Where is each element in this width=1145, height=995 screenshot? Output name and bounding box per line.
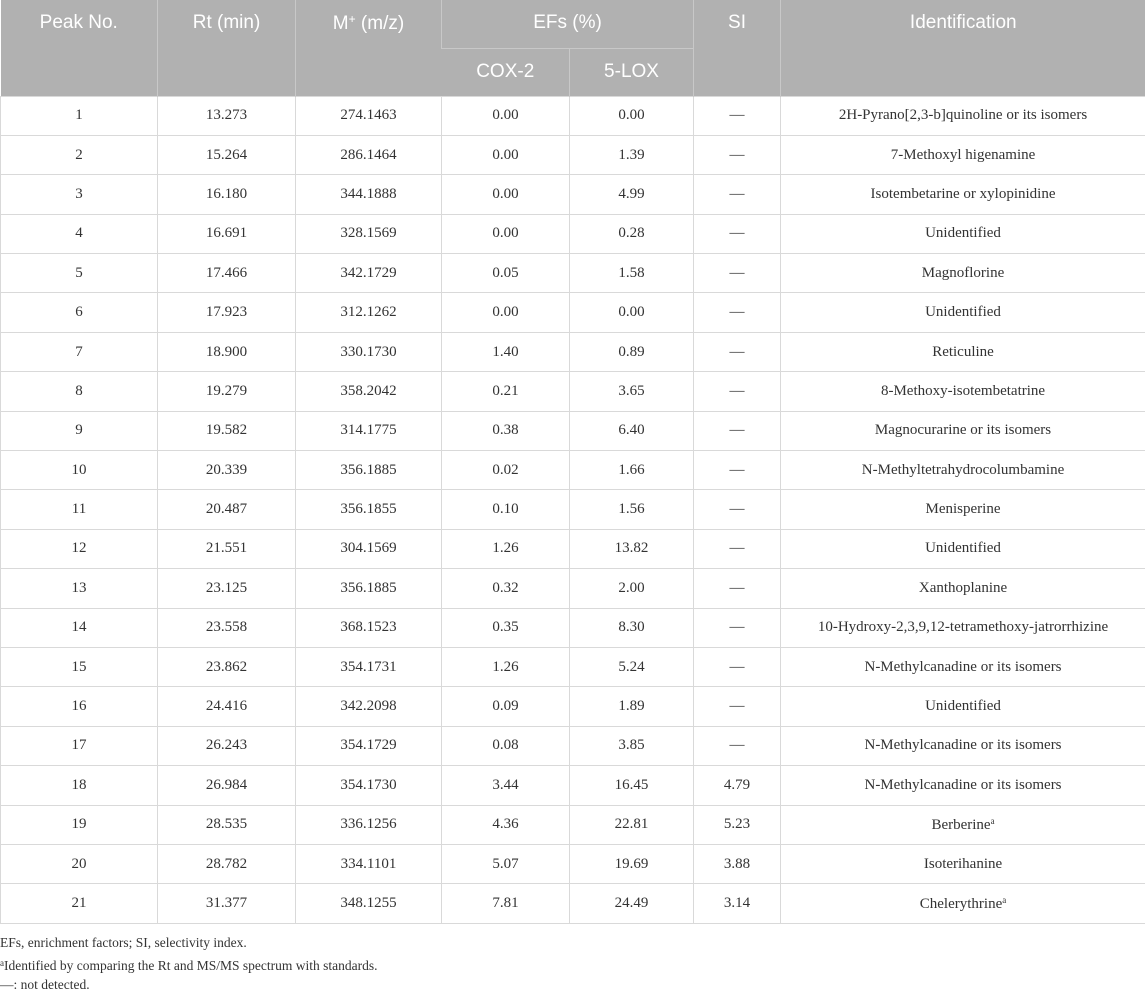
cell-si: — (694, 608, 781, 647)
footnote-a-text: Identified by comparing the Rt and MS/MS spectrum with standards. (4, 958, 377, 973)
cell-rt: 23.125 (158, 569, 296, 608)
cell-cox2: 1.40 (442, 332, 570, 371)
cell-si: — (694, 175, 781, 214)
cell-identification (781, 254, 1145, 293)
cell-5lox: 6.40 (570, 411, 694, 450)
cell-peak-no: 16 (1, 687, 158, 726)
cell-cox2: 0.10 (442, 490, 570, 529)
cell-5lox: 16.45 (570, 766, 694, 805)
cell-cox2: 7.81 (442, 884, 570, 923)
table-row (1, 135, 1145, 174)
cell-peak-no: 1 (1, 96, 158, 135)
cell-5lox: 5.24 (570, 647, 694, 686)
cell-5lox: 19.69 (570, 844, 694, 883)
cell-identification (781, 332, 1145, 371)
cell-cox2: 0.05 (442, 254, 570, 293)
cell-rt: 21.551 (158, 529, 296, 568)
cell-cox2: 4.36 (442, 805, 570, 844)
cell-cox2: 0.32 (442, 569, 570, 608)
cell-peak-no: 8 (1, 372, 158, 411)
table-row (1, 372, 1145, 411)
cell-si: — (694, 332, 781, 371)
cell-rt: 24.416 (158, 687, 296, 726)
cell-peak-no: 5 (1, 254, 158, 293)
cell-identification (781, 490, 1145, 529)
cell-identification (781, 529, 1145, 568)
identification-text: Xanthoplanine (919, 580, 1007, 596)
cell-peak-no: 7 (1, 332, 158, 371)
cell-si: — (694, 254, 781, 293)
cell-5lox: 2.00 (570, 569, 694, 608)
table-row (1, 647, 1145, 686)
cell-mz: 354.1729 (296, 726, 442, 765)
identification-text: Isoterihanine (924, 856, 1002, 872)
identification-text: N-Methylcanadine or its isomers (864, 659, 1061, 675)
cell-rt: 19.582 (158, 411, 296, 450)
table-body (1, 96, 1145, 923)
footnote-not-detected: —: not detected. (0, 974, 1145, 995)
header-peak-no: Peak No. (1, 0, 158, 96)
cell-si: — (694, 293, 781, 332)
cell-5lox: 0.00 (570, 293, 694, 332)
cell-rt: 18.900 (158, 332, 296, 371)
cell-si: — (694, 687, 781, 726)
identification-text: Chelerythrine (920, 896, 1002, 912)
cell-peak-no: 10 (1, 451, 158, 490)
cell-cox2: 1.26 (442, 529, 570, 568)
table-row (1, 529, 1145, 568)
cell-peak-no: 18 (1, 766, 158, 805)
cell-mz: 334.1101 (296, 844, 442, 883)
cell-peak-no: 14 (1, 608, 158, 647)
identification-text: 2H-Pyrano[2,3-b]quinoline or its isomers (839, 107, 1087, 123)
cell-rt: 13.273 (158, 96, 296, 135)
cell-identification (781, 411, 1145, 450)
identification-text: N-Methylcanadine or its isomers (864, 777, 1061, 793)
cell-mz: 354.1731 (296, 647, 442, 686)
cell-identification (781, 844, 1145, 883)
cell-si: — (694, 451, 781, 490)
cell-identification (781, 687, 1145, 726)
cell-mz: 342.1729 (296, 254, 442, 293)
table-row (1, 805, 1145, 844)
table-row (1, 569, 1145, 608)
cell-identification (781, 726, 1145, 765)
cell-mz: 328.1569 (296, 214, 442, 253)
cell-rt: 17.466 (158, 254, 296, 293)
cell-si: 3.88 (694, 844, 781, 883)
identification-text: Unidentified (925, 304, 1001, 320)
cell-cox2: 0.00 (442, 96, 570, 135)
cell-5lox: 1.39 (570, 135, 694, 174)
cell-peak-no: 20 (1, 844, 158, 883)
cell-peak-no: 19 (1, 805, 158, 844)
header-5lox: 5-LOX (570, 48, 694, 96)
cell-cox2: 0.21 (442, 372, 570, 411)
cell-identification (781, 569, 1145, 608)
cell-5lox: 1.58 (570, 254, 694, 293)
identification-footnote-mark: a (1002, 895, 1006, 905)
table-row (1, 332, 1145, 371)
cell-cox2: 3.44 (442, 766, 570, 805)
cell-rt: 16.691 (158, 214, 296, 253)
table-row (1, 214, 1145, 253)
cell-identification (781, 293, 1145, 332)
cell-rt: 17.923 (158, 293, 296, 332)
cell-cox2: 0.02 (442, 451, 570, 490)
cell-rt: 23.862 (158, 647, 296, 686)
cell-identification (781, 451, 1145, 490)
cell-cox2: 0.38 (442, 411, 570, 450)
cell-peak-no: 3 (1, 175, 158, 214)
table-row (1, 411, 1145, 450)
cell-si: — (694, 490, 781, 529)
cell-cox2: 0.08 (442, 726, 570, 765)
cell-identification (781, 805, 1145, 844)
cell-mz: 356.1885 (296, 451, 442, 490)
cell-5lox: 0.28 (570, 214, 694, 253)
cell-mz: 304.1569 (296, 529, 442, 568)
cell-identification (781, 135, 1145, 174)
identification-text: Berberine (931, 817, 990, 833)
identification-text: Unidentified (925, 225, 1001, 241)
cell-mz: 358.2042 (296, 372, 442, 411)
cell-cox2: 0.00 (442, 293, 570, 332)
cell-si: — (694, 529, 781, 568)
header-mz (296, 0, 442, 96)
cell-si: 3.14 (694, 884, 781, 923)
table-row (1, 96, 1145, 135)
identification-text: Reticuline (932, 344, 994, 360)
cell-si: — (694, 647, 781, 686)
table-header (1, 0, 1145, 96)
cell-mz: 336.1256 (296, 805, 442, 844)
cell-mz: 356.1855 (296, 490, 442, 529)
cell-rt: 19.279 (158, 372, 296, 411)
identification-text: 10-Hydroxy-2,3,9,12-tetramethoxy-jatrorrhizine (818, 619, 1108, 635)
footnote-abbreviations: EFs, enrichment factors; SI, selectivity index. (0, 932, 1145, 953)
cell-identification (781, 214, 1145, 253)
cell-si: 4.79 (694, 766, 781, 805)
cell-mz: 274.1463 (296, 96, 442, 135)
cell-identification (781, 884, 1145, 923)
cell-5lox: 1.89 (570, 687, 694, 726)
cell-5lox: 13.82 (570, 529, 694, 568)
cell-identification (781, 608, 1145, 647)
cell-mz: 368.1523 (296, 608, 442, 647)
cell-5lox: 1.56 (570, 490, 694, 529)
cell-5lox: 8.30 (570, 608, 694, 647)
cell-cox2: 0.00 (442, 175, 570, 214)
cell-si: — (694, 411, 781, 450)
cell-peak-no: 12 (1, 529, 158, 568)
cell-rt: 26.984 (158, 766, 296, 805)
footnote-a (0, 953, 1145, 974)
cell-rt: 26.243 (158, 726, 296, 765)
header-mz-suffix: (m/z) (356, 13, 405, 34)
table-row (1, 608, 1145, 647)
identification-footnote-mark: a (991, 816, 995, 826)
cell-identification (781, 647, 1145, 686)
cell-mz: 342.2098 (296, 687, 442, 726)
cell-mz: 312.1262 (296, 293, 442, 332)
cell-cox2: 0.35 (442, 608, 570, 647)
identification-text: Isotembetarine or xylopinidine (871, 186, 1056, 202)
cell-mz: 286.1464 (296, 135, 442, 174)
identification-text: 8-Methoxy-isotembetatrine (881, 383, 1045, 399)
cell-cox2: 0.00 (442, 214, 570, 253)
cell-identification (781, 372, 1145, 411)
cell-5lox: 22.81 (570, 805, 694, 844)
cell-identification (781, 766, 1145, 805)
cell-mz: 344.1888 (296, 175, 442, 214)
cell-si: — (694, 135, 781, 174)
cell-5lox: 3.65 (570, 372, 694, 411)
cell-peak-no: 17 (1, 726, 158, 765)
cell-si: 5.23 (694, 805, 781, 844)
table-row (1, 175, 1145, 214)
cell-rt: 31.377 (158, 884, 296, 923)
cell-cox2: 5.07 (442, 844, 570, 883)
cell-rt: 16.180 (158, 175, 296, 214)
cell-identification (781, 175, 1145, 214)
cell-peak-no: 15 (1, 647, 158, 686)
cell-peak-no: 4 (1, 214, 158, 253)
cell-mz: 356.1885 (296, 569, 442, 608)
cell-cox2: 0.00 (442, 135, 570, 174)
footnote-a-mark: a (0, 958, 4, 968)
cell-identification (781, 96, 1145, 135)
header-identification: Identification (781, 0, 1145, 96)
header-mz-prefix: M (333, 13, 349, 34)
cell-rt: 28.535 (158, 805, 296, 844)
cell-5lox: 4.99 (570, 175, 694, 214)
cell-5lox: 0.89 (570, 332, 694, 371)
header-si: SI (694, 0, 781, 96)
cell-si: — (694, 96, 781, 135)
table-row (1, 844, 1145, 883)
cell-mz: 354.1730 (296, 766, 442, 805)
cell-rt: 20.487 (158, 490, 296, 529)
table-row (1, 687, 1145, 726)
table-row (1, 254, 1145, 293)
identification-text: Unidentified (925, 540, 1001, 556)
table-footnotes (0, 932, 1145, 995)
cell-mz: 314.1775 (296, 411, 442, 450)
identification-text: 7-Methoxyl higenamine (891, 147, 1036, 163)
cell-rt: 15.264 (158, 135, 296, 174)
cell-mz: 348.1255 (296, 884, 442, 923)
table-row (1, 451, 1145, 490)
table-row (1, 490, 1145, 529)
cell-peak-no: 21 (1, 884, 158, 923)
header-mz-sup: + (349, 12, 356, 26)
table-row (1, 293, 1145, 332)
identification-text: N-Methylcanadine or its isomers (864, 737, 1061, 753)
identification-text: Magnoflorine (922, 265, 1004, 281)
cell-rt: 20.339 (158, 451, 296, 490)
cell-peak-no: 6 (1, 293, 158, 332)
identification-text: Menisperine (926, 501, 1001, 517)
cell-mz: 330.1730 (296, 332, 442, 371)
identification-text: N-Methyltetrahydrocolumbamine (862, 462, 1064, 478)
cell-5lox: 1.66 (570, 451, 694, 490)
cell-si: — (694, 214, 781, 253)
cell-peak-no: 11 (1, 490, 158, 529)
identification-text: Magnocurarine or its isomers (875, 422, 1051, 438)
cell-peak-no: 2 (1, 135, 158, 174)
cell-cox2: 1.26 (442, 647, 570, 686)
cell-peak-no: 13 (1, 569, 158, 608)
header-rt: Rt (min) (158, 0, 296, 96)
cell-peak-no: 9 (1, 411, 158, 450)
cell-cox2: 0.09 (442, 687, 570, 726)
cell-rt: 28.782 (158, 844, 296, 883)
cell-5lox: 3.85 (570, 726, 694, 765)
cell-si: — (694, 726, 781, 765)
cell-si: — (694, 569, 781, 608)
table-row (1, 884, 1145, 923)
cell-si: — (694, 372, 781, 411)
cell-5lox: 24.49 (570, 884, 694, 923)
header-cox2: COX-2 (442, 48, 570, 96)
cell-rt: 23.558 (158, 608, 296, 647)
header-efs: EFs (%) (442, 0, 694, 48)
identification-text: Unidentified (925, 698, 1001, 714)
cell-5lox: 0.00 (570, 96, 694, 135)
table-row (1, 766, 1145, 805)
table-row (1, 726, 1145, 765)
